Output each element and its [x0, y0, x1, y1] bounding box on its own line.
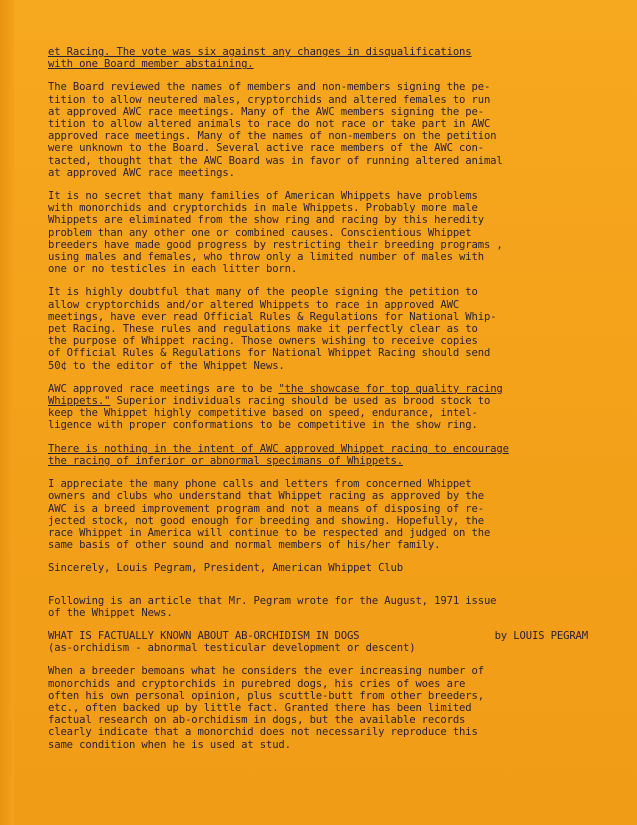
showcase-lead: AWC approved race meetings are to be — [48, 382, 279, 395]
paper-edge — [0, 0, 14, 825]
paragraph-doubtful: It is highly doubtful that many of the people signing the petition to allow cryptorchids and/or altered Whippets to race in approved AWC meetings, have ever read Official Rules & Regulations for National Whip- pet Racing. These rules and regulations make it perfectly clear as to the purpose of Whippet racing. Those owners wishing to receive copies of Official Rules & Regulations for National Whippet Racing should send 50¢ to the editor of the Whippet News. — [48, 286, 497, 372]
article-subtitle: (as-orchidism - abnormal testicular development or descent) — [48, 642, 416, 655]
paragraph-board-review: The Board reviewed the names of members and non-members signing the pe- tition to allow neutered males, cryptorchids and altered females to run at approved AWC race meetings. Many of the AWC members signing the pe- tition to allow altered animals to race do not race or take part in AWC approved race meetings. Many of the names of non-members on the petition were unknown to the Board. Several active race members of the AWC con- tacted, thought that the AWC Board was in favor of running altered animal at approved AWC race meetings. — [48, 81, 503, 179]
paragraph-vote: et Racing. The vote was six against any changes in disqualifications with one Board member abstaining. — [48, 46, 472, 71]
paragraph-appreciate: I appreciate the many phone calls and letters from concerned Whippet owners and clubs who understand that Whippet racing as approved by the AWC is a breed improvement program and not a means of disposing of re- jected stock, not good enough for breeding and showing. Hopefully, the race Whippet in America will continue to be respected and judged on the same basis of other sound and normal members of his/her family. — [48, 478, 491, 552]
paragraph-showcase — [48, 383, 588, 432]
showcase-rest: Superior individuals racing should be used as brood stock to keep the Whippet highly competitive based on speed, endurance, intel- ligence with proper conformations to be competitive in the show ring. — [48, 395, 491, 432]
article-heading — [48, 630, 588, 642]
signature-line: Sincerely, Louis Pegram, President, American Whippet Club — [48, 562, 403, 575]
paragraph-following: Following is an article that Mr. Pegram wrote for the August, 1971 issue of the Whippet News. — [48, 594, 497, 619]
paragraph-no-secret: It is no secret that many families of American Whippets have problems with monorchids and cryptorchids in male Whippets. Probably more male Whippets are eliminated from the show ring and racing by this heredity problem than any other one or combined causes. Conscientious Whippet breeders have made good progress by restricting their breeding programs , using males and females, who throw only a limited number of males with one or no testicles in each litter born. — [48, 190, 503, 276]
article-title: WHAT IS FACTUALLY KNOWN ABOUT AB-ORCHIDISM IN DOGS — [48, 629, 360, 642]
typed-letter — [48, 46, 588, 762]
paragraph-intent: There is nothing in the intent of AWC approved Whippet racing to encourage the racing of inferior or abnormal specimans of Whippets. — [48, 442, 509, 467]
showcase-quote: "the showcase for top quality racing Whippets." — [48, 382, 503, 408]
paragraph-breeder: When a breeder bemoans what he considers the ever increasing number of monorchids and cryptorchids in purebred dogs, his cries of woes are often his own personal opinion, plus scuttle-butt from other breeders, etc., often backed up by little fact. Granted there has been limited factual research on ab-orchidism in dogs, but the available records clearly indicate that a monorchid does not necessarily reproduce this same condition when he is used at stud. — [48, 665, 484, 751]
article-author: by LOUIS PEGRAM — [494, 629, 588, 642]
